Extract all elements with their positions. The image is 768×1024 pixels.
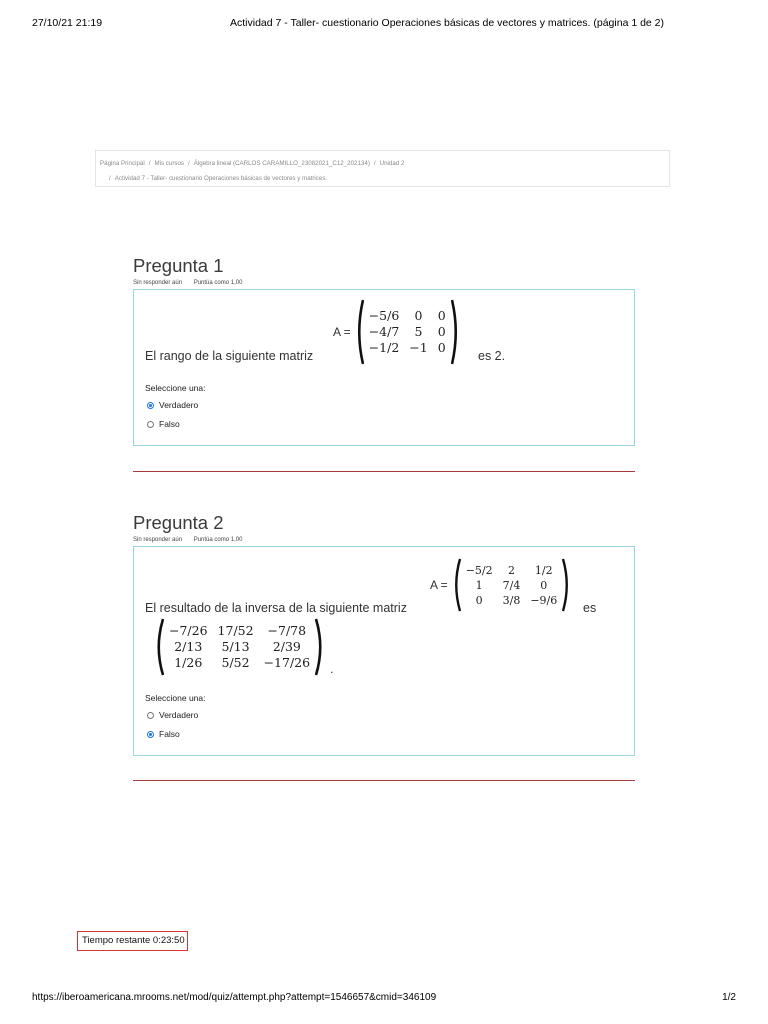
matrix-cell: −4/7 xyxy=(368,324,400,339)
question-title: Pregunta 1 xyxy=(133,255,224,276)
breadcrumb-home[interactable]: Página Principal xyxy=(100,160,145,167)
matrix-cell: −5/2 xyxy=(465,563,493,577)
matrix-cell: 0 xyxy=(540,578,548,592)
option-label: Falso xyxy=(159,729,180,739)
right-paren-icon xyxy=(451,299,460,365)
print-header xyxy=(32,17,736,33)
print-page-number: 1/2 xyxy=(722,992,736,1003)
matrix-cell: 0 xyxy=(414,308,423,323)
question-text-after: es xyxy=(583,601,597,615)
left-paren-icon xyxy=(154,618,164,676)
matrix-cell: 2/39 xyxy=(272,639,301,654)
matrix-cell: 0 xyxy=(475,593,483,607)
time-remaining: Tiempo restante 0:23:50 xyxy=(77,931,188,951)
question-divider xyxy=(133,471,635,472)
select-label: Seleccione una: xyxy=(145,693,206,703)
question-points: Puntúa como 1,00 xyxy=(193,280,243,286)
breadcrumb-separator: / xyxy=(109,175,111,182)
matrix-cell: −1/2 xyxy=(368,340,400,355)
print-date: 27/10/21 21:19 xyxy=(32,17,103,29)
right-paren-icon xyxy=(315,618,325,676)
matrix-cell: 2 xyxy=(507,563,515,577)
breadcrumb-activity[interactable]: Actividad 7 - Taller- cuestionario Operaciones básicas de vectores y matrices. xyxy=(114,175,328,182)
radio-unchecked-icon[interactable] xyxy=(147,421,154,428)
option-label: Verdadero xyxy=(159,400,199,410)
matrix-table xyxy=(364,308,451,356)
question-content xyxy=(133,289,635,446)
matrix-cell: 5/52 xyxy=(221,655,250,670)
left-paren-icon xyxy=(355,299,364,365)
question-meta xyxy=(133,537,635,546)
matrix-a xyxy=(430,558,571,612)
radio-checked-icon[interactable] xyxy=(147,402,154,409)
breadcrumb-separator: / xyxy=(148,160,151,167)
matrix-cell: −5/6 xyxy=(368,308,400,323)
breadcrumb-separator: / xyxy=(373,160,376,167)
option-label: Verdadero xyxy=(159,710,199,720)
result-matrix-table xyxy=(164,623,315,671)
matrix-cell: 1 xyxy=(475,578,483,592)
matrix-table xyxy=(461,563,563,608)
question-title: Pregunta 2 xyxy=(133,512,224,533)
select-label: Seleccione una: xyxy=(145,383,206,393)
matrix-a xyxy=(333,299,460,365)
matrix-cell: 0 xyxy=(437,340,446,355)
matrix-cell: 17/52 xyxy=(217,623,254,638)
matrix-cell: 2/13 xyxy=(174,639,203,654)
matrix-label: A = xyxy=(333,325,351,339)
question-status: Sin responder aún xyxy=(133,280,183,286)
matrix-cell: −7/26 xyxy=(169,623,208,638)
matrix-cell: 5/13 xyxy=(221,639,250,654)
question-1 xyxy=(133,255,635,446)
question-divider xyxy=(133,780,635,781)
question-content xyxy=(133,546,635,756)
matrix-cell: −9/6 xyxy=(530,593,558,607)
left-paren-icon xyxy=(452,558,461,612)
matrix-cell: 3/8 xyxy=(502,593,521,607)
print-title: Actividad 7 - Taller- cuestionario Operaciones básicas de vectores y matrices. (página 1 de 2) xyxy=(230,17,665,29)
question-text: El rango de la siguiente matriz xyxy=(145,349,314,363)
matrix-label: A = xyxy=(430,578,448,592)
result-matrix xyxy=(154,618,333,676)
breadcrumb-my-courses[interactable]: Mis cursos xyxy=(154,160,185,167)
result-suffix: . xyxy=(330,662,334,676)
question-text-after: es 2. xyxy=(478,349,506,363)
question-meta xyxy=(133,280,635,289)
radio-unchecked-icon[interactable] xyxy=(147,712,154,719)
option-verdadero[interactable] xyxy=(147,710,198,720)
matrix-cell: −7/78 xyxy=(267,623,307,638)
option-verdadero[interactable] xyxy=(147,400,198,410)
breadcrumb-course[interactable]: Álgebra lineal (CARLOS CARAMILLO_23082021_C12_202134) xyxy=(193,160,370,167)
option-falso[interactable] xyxy=(147,729,180,739)
question-text: El resultado de la inversa de la siguiente matriz xyxy=(145,601,407,615)
matrix-cell: 1/26 xyxy=(174,655,203,670)
matrix-cell: 7/4 xyxy=(502,578,521,592)
question-2 xyxy=(133,512,635,756)
matrix-cell: 5 xyxy=(414,324,423,339)
print-url: https://iberoamericana.mrooms.net/mod/quiz/attempt.php?attempt=1546657&cmid=346109 xyxy=(32,992,437,1003)
right-paren-icon xyxy=(562,558,571,612)
option-label: Falso xyxy=(159,419,180,429)
question-points: Puntúa como 1,00 xyxy=(193,537,243,543)
matrix-cell: −17/26 xyxy=(263,655,311,670)
matrix-cell: −1 xyxy=(409,340,428,355)
breadcrumb-unit[interactable]: Unidad 2 xyxy=(379,160,405,167)
matrix-cell: 1/2 xyxy=(534,563,553,577)
breadcrumb xyxy=(95,150,670,187)
radio-checked-icon[interactable] xyxy=(147,731,154,738)
matrix-cell: 0 xyxy=(437,324,446,339)
print-footer xyxy=(32,992,736,1008)
breadcrumb-separator: / xyxy=(188,160,190,167)
question-status: Sin responder aún xyxy=(133,537,183,543)
option-falso[interactable] xyxy=(147,419,180,429)
matrix-cell: 0 xyxy=(437,308,446,323)
